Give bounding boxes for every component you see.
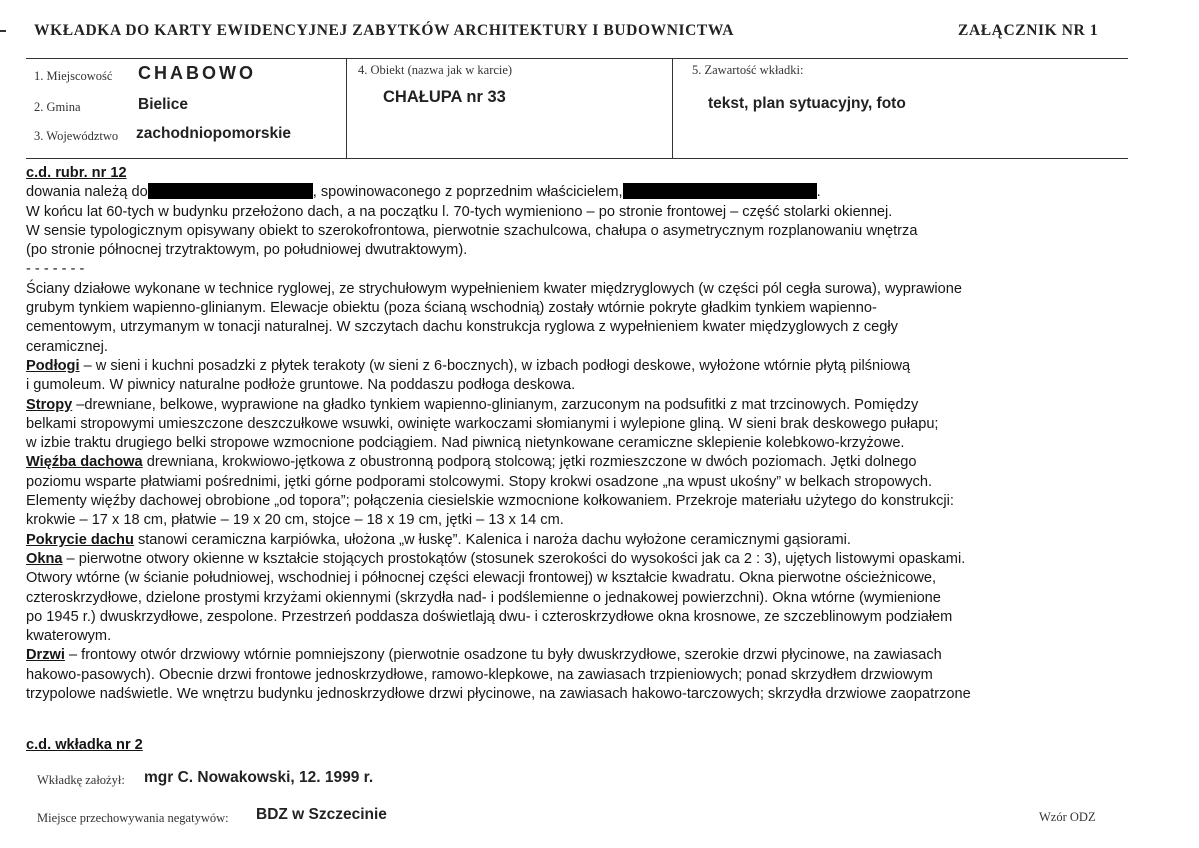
text-line: czteroskrzydłowe, dzielone prostymi krzyżami okiennymi (skrzydła nad- i podślemienne o jednakowej powierzchni). Okna wtórne (wymienione — [26, 589, 941, 606]
left-edge-mark — [0, 30, 6, 32]
section-heading: c.d. rubr. nr 12 — [26, 165, 127, 181]
field-value-wojewodztwo: zachodniopomorskie — [136, 125, 292, 142]
field-value-obiekt: CHAŁUPA nr 33 — [383, 88, 506, 106]
field-value-zawartosc: tekst, plan sytuacyjny, foto — [708, 95, 906, 112]
text-fragment: –drewniane, belkowe, wyprawione na gładko tynkiem wapienno-glinianym, zarzuconym na podsufitki z mat trzcinowych. Pomiędzy — [72, 396, 919, 413]
text-line — [26, 453, 1131, 472]
field-value-miejscowosc: CHABOWO — [138, 63, 256, 83]
text-line — [26, 531, 1131, 550]
field-value-gmina: Bielice — [138, 96, 188, 113]
text-line — [26, 396, 1131, 415]
text-fragment: – frontowy otwór drzwiowy wtórnie pomniejszony (pierwotnie osadzone tu były dwuskrzydłowe, szerokie drzwi płycinowe, na zawiasach — [64, 647, 942, 664]
text-fragment: . — [816, 184, 821, 201]
negatives-location-label: Miejsce przechowywania negatywów: — [37, 811, 229, 825]
text-line: W końcu lat 60-tych w budynku przełożono dach, a na początku l. 70-tych wymieniono – po stronie frontowej – część stolarki okiennej. — [26, 203, 893, 220]
text-line — [26, 646, 1131, 665]
field-label-zawartosc: 5. Zawartość wkładki: — [692, 63, 804, 77]
field-label-gmina: 2. Gmina — [34, 100, 81, 114]
text-line: (po stronie północnej trzytraktowym, po południowej dwutraktowym). — [26, 242, 468, 259]
text-line: Otwory wtórne (w ścianie południowej, wschodniej i północnej części elewacji frontowej) w kształcie kwadratu. Okna pierwotne ościeżnicowe, — [26, 570, 937, 587]
text-line: i gumoleum. W piwnicy naturalne podłoże gruntowe. Na poddaszu podłoga deskowa. — [26, 377, 576, 394]
field-label-miejscowosc: 1. Miejscowość — [34, 69, 113, 83]
text-fragment: , spowinowaconego z poprzednim właścicielem, — [312, 184, 623, 201]
section-label-podlogi: Podłogi — [26, 357, 80, 374]
redaction-bar — [623, 183, 817, 199]
text-line: ceramicznej. — [26, 338, 108, 355]
section-label-stropy: Stropy — [26, 396, 73, 413]
text-line: cementowym, utrzymanym w tonacji naturalnej. W szczytach dachu konstrukcja ryglowa z wypełnieniem kwater międzyglowych z cegły — [26, 319, 898, 336]
section-label-drzwi: Drzwi — [26, 647, 65, 664]
text-line — [26, 183, 1131, 202]
text-line — [26, 357, 1131, 376]
field-label-obiekt: 4. Obiekt (nazwa jak w karcie) — [358, 63, 513, 77]
text-fragment: dowania należą do — [26, 184, 148, 201]
text-line: kwaterowym. — [26, 628, 112, 645]
text-line: po 1945 r.) dwuskrzydłowe, zespolone. Przestrzeń poddasza doświetlają dwu- i czteroskrzydłowe okna krosnowe, ze szczeblinowym podziałem — [26, 608, 953, 625]
section-label-pokrycie: Pokrycie dachu — [26, 531, 134, 548]
text-line: krokwie – 17 x 18 cm, płatwie – 19 x 20 cm, stojce – 18 x 19 cm, jętki – 13 x 14 cm. — [26, 512, 564, 529]
text-line: trzypolowe nadświetle. We wnętrzu budynku jednoskrzydłowe drzwi płycinowe, na zawiasach hakowo-tarczowych; skrzydła drzwiowe zaopatrzone — [26, 686, 971, 703]
text-line: Elementy więźby dachowej obrobione „od topora”; połączenia ciesielskie wzmocnione kołkowaniem. Przekroje materiału użytego do konstrukcji: — [26, 493, 954, 510]
author-value: mgr C. Nowakowski, 12. 1999 r. — [144, 769, 374, 786]
continuation-note: c.d. wkładka nr 2 — [26, 737, 143, 753]
text-fragment: – w sieni i kuchni posadzki z płytek terakoty (w sieni z 6-bocznych), w izbach podłogi deskowe, wyłożone wtórnie płytą pilśniową — [79, 357, 911, 374]
text-fragment: drewniana, krokwiowo-jętkowa z obustronną podporą stolcową; jętki rozmieszczone w dwóch poziomach. Jętki dolnego — [142, 454, 917, 471]
text-line: w izbie traktu drugiego belki stropowe wzmocnione podciągiem. Nad piwnicą nietynkowane ceramiczne sklepienie kolebkowo-krzyżowe. — [26, 435, 905, 452]
info-fields-box — [26, 58, 1128, 159]
text-line: hakowo-pasowych). Obecnie drzwi frontowe jednoskrzydłowe, ramowo-klepkowe, na zawiasach trzpieniowych; ponad skrzydłem drzwiowym — [26, 666, 933, 683]
section-label-wiezba: Więźba dachowa — [26, 454, 143, 471]
text-line: W sensie typologicznym opisywany obiekt to szerokofrontowa, pierwotnie szachulcowa, chałupa o asymetrycznym rozplanowaniu wnętrza — [26, 222, 918, 239]
text-line — [26, 550, 1131, 569]
separator-dashes: - - - - - - - — [26, 261, 85, 278]
negatives-location-value: BDZ w Szczecinie — [256, 806, 387, 823]
section-label-okna: Okna — [26, 550, 63, 567]
column-divider — [672, 59, 673, 158]
form-template-mark: Wzór ODZ — [1039, 810, 1096, 824]
text-line: poziomu wsparte płatwiami pośrednimi, jętki górne podporami stolcowymi. Stopy krokwi osadzone „na wpust ukośny” w belkach stropowych. — [26, 473, 933, 490]
annex-label: ZAŁĄCZNIK NR 1 — [958, 22, 1099, 39]
document-title: WKŁADKA DO KARTY EWIDENCYJNEJ ZABYTKÓW ARCHITEKTURY I BUDOWNICTWA — [34, 22, 735, 39]
text-line: belkami stropowymi umieszczone deszczułkowe wsuwki, owinięte warkoczami słomianymi i wylepione gliną. W sieni brak deskowego pułapu; — [26, 415, 939, 432]
text-line: Ściany działowe wykonane w technice ryglowej, ze strychułowym wypełnieniem kwater międzryglowych (w części pól cegła surowa), wyprawione — [26, 280, 962, 297]
text-line: grubym tynkiem wapienno-glinianym. Elewacje obiektu (poza ścianą wschodnią) zostały wtórnie pokryte gładkim tynkiem wapienno- — [26, 300, 877, 317]
redaction-bar — [148, 183, 313, 199]
field-label-wojewodztwo: 3. Województwo — [34, 129, 119, 143]
column-divider — [346, 59, 347, 158]
author-label: Wkładkę założył: — [37, 773, 125, 787]
text-fragment: stanowi ceramiczna karpiówka, ułożona „w łuskę”. Kalenica i naroża dachu wyłożone ceramicznymi gąsiorami. — [133, 531, 851, 548]
description-body — [26, 164, 1131, 704]
text-fragment: – pierwotne otwory okienne w kształcie stojących prostokątów (stosunek szerokości do wysokości jak ca 2 : 3), ujętych listowymi opaskami. — [62, 550, 966, 567]
